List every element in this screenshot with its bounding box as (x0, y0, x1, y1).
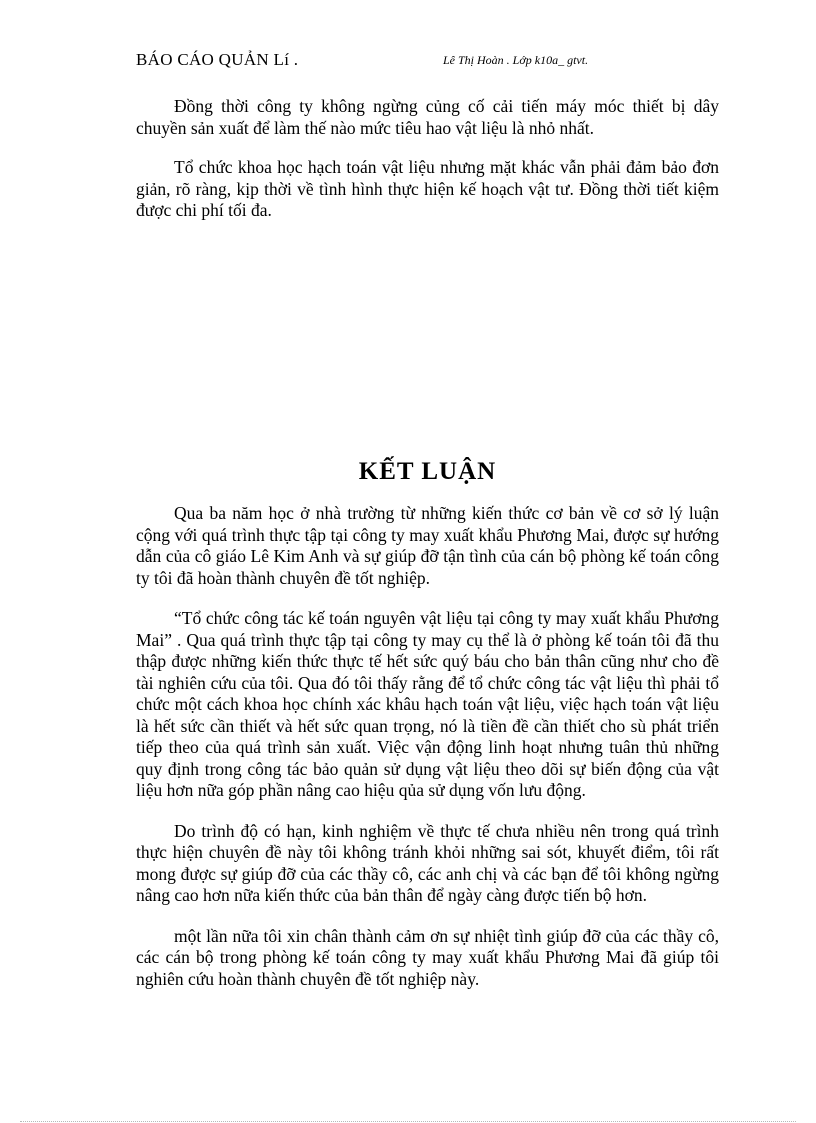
conclusion-paragraph: Do trình độ có hạn, kinh nghiệm về thực tế chưa nhiều nên trong quá trình thực hiện chuyên đề này tôi không tránh khỏi những sai sót, khuyết điểm, tôi rất mong được sự giúp đỡ của các thầy cô, các anh chị và các bạn để tôi không ngừng nâng cao hơn nữa kiến thức của bản thân để ngày càng được tiến bộ hơn. (136, 820, 719, 905)
conclusion-paragraph: “Tổ chức công tác kế toán nguyên vật liệu tại công ty may xuất khẩu Phương Mai” . Qua quá trình thực tập tại công ty may cụ thể là ở phòng kế toán tôi đã thu thập được những kiến thức thực tế hết sức quý báu cho bản thân cũng như cho đề tài nghiên cứu của tôi. Qua đó tôi thấy rằng để tổ chức công tác vật liệu thì phải tổ chức một cách khoa học chính xác khâu hạch toán vật liệu, việc hạch toán vật liệu là hết sức cần thiết và hết sức quan trọng, nó là tiền đề cần thiết cho sù phát triển tiếp theo của quá trình sản xuất. Việc vận động linh hoạt nhưng tuân thủ những quy định trong công tác bảo quản sử dụng vật liệu theo dõi sự biến động của vật liệu hơn nữa góp phần nâng cao hiệu qủa sử dụng vốn lưu động. (136, 608, 719, 800)
conclusion-section (136, 503, 719, 990)
author-info: Lê Thị Hoàn . Lớp k10a_ gtvt. (443, 53, 589, 67)
page-header (136, 50, 736, 74)
conclusion-heading: KẾT LUẬN (358, 458, 497, 485)
conclusion-paragraph: một lần nữa tôi xin chân thành cảm ơn sự nhiệt tình giúp đỡ của các thầy cô, các cán bộ trong phòng kế toán công ty may xuất khẩu Phương Mai đã giúp tôi nghiên cứu hoàn thành chuyên đề tốt nghiệp này. (136, 925, 719, 989)
intro-paragraph: Tổ chức khoa học hạch toán vật liệu nhưng mặt khác vẫn phải đảm bảo đơn giản, rõ ràng, kịp thời về tình hình thực hiện kế hoạch vật tư. Đồng thời tiết kiệm được chi phí tối đa. (136, 157, 719, 220)
report-title: BÁO CÁO QUẢN Lí . (136, 50, 299, 69)
footer-divider (20, 1121, 796, 1122)
intro-section (136, 96, 719, 222)
intro-paragraph: Đồng thời công ty không ngừng củng cố cải tiến máy móc thiết bị dây chuyền sản xuất để làm thế nào mức tiêu hao vật liệu là nhỏ nhất. (136, 96, 719, 138)
conclusion-paragraph: Qua ba năm học ở nhà trường từ những kiến thức cơ bản về cơ sở lý luận cộng với quá trình thực tập tại công ty may xuất khẩu Phương Mai, được sự hướng dẫn của cô giáo Lê Kim Anh và sự giúp đỡ tận tình của cán bộ phòng kế toán công ty tôi đã hoàn thành chuyên đề tốt nghiệp. (136, 503, 719, 588)
